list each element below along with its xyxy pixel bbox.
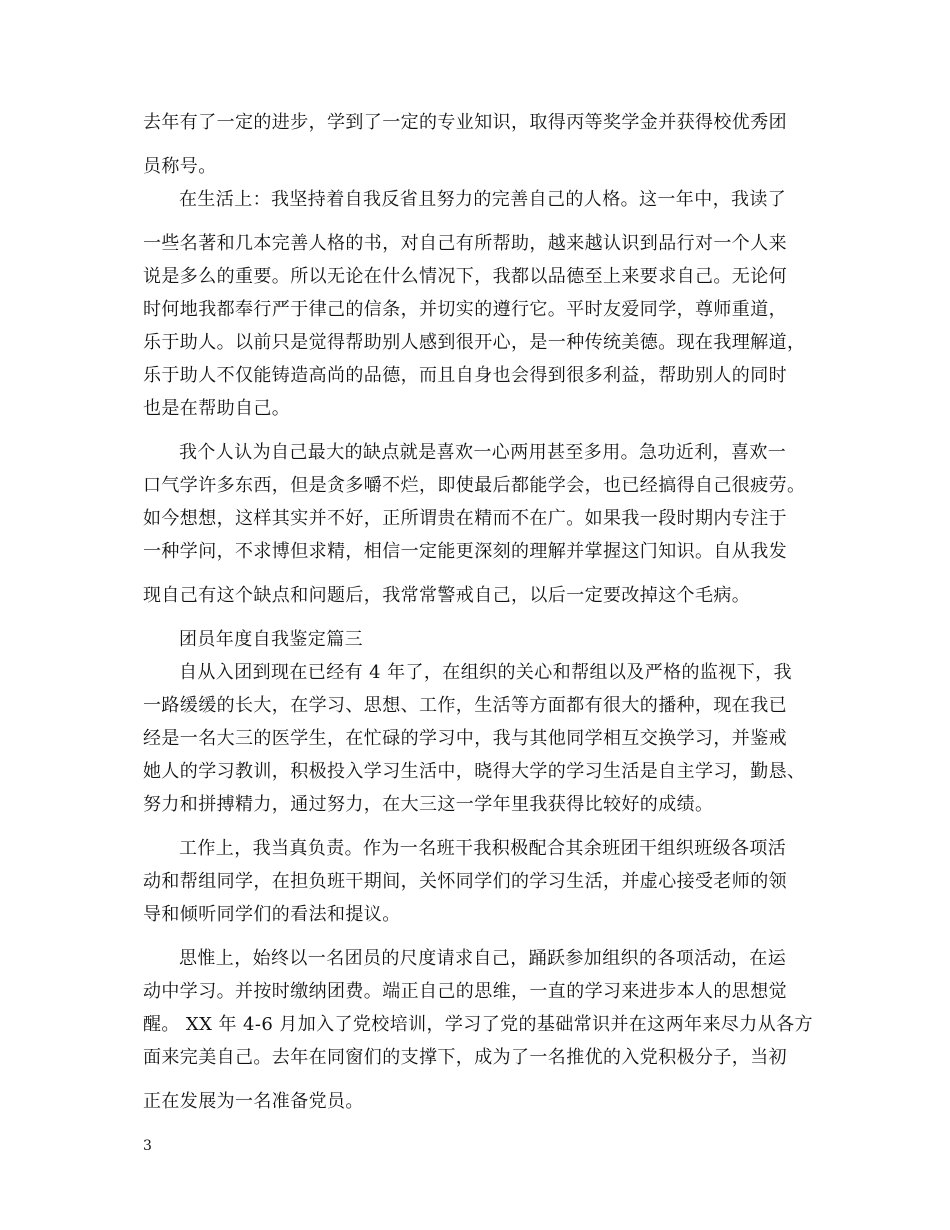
- text-line: 一路缓缓的长大，在学习、思想、工作，生活等方面都有很大的播种，现在我已: [143, 695, 787, 716]
- text-line: 如今想想，这样其实并不好，正所谓贵在精而不在广。如果我一段时期内专注于: [143, 508, 787, 529]
- text-line: 乐于助人不仅能铸造高尚的品德，而且自身也会得到很多利益，帮助别人的同时: [143, 365, 787, 386]
- paragraph-start-line: 在生活上：我坚持着自我反省且努力的完善自己的人格。这一年中，我读了: [179, 189, 787, 210]
- paragraph-start-line: 我个人认为自己最大的缺点就是喜欢一心两用甚至多用。急功近利，喜欢一: [179, 442, 787, 463]
- text-line: 动和帮组同学，在担负班干期间，关怀同学们的学习生活，并虚心接受老师的领: [143, 871, 787, 892]
- text-line: 员称号。: [143, 156, 217, 177]
- text-line: 去年有了一定的进步，学到了一定的专业知识，取得丙等奖学金并获得校优秀团: [143, 112, 787, 133]
- text-line: 努力和拼搏精力，通过努力，在大三这一学年里我获得比较好的成绩。: [143, 794, 714, 815]
- text-line: 正在发展为一名准备党员。: [143, 1091, 364, 1112]
- text-line: 时何地我都奉行严于律己的信条，并切实的遵行它。平时友爱同学，尊师重道，: [143, 299, 787, 320]
- text-line: 醒。 XX 年 4-6 月加入了党校培训，学习了党的基础常识并在这两年来尽力从各方: [143, 1014, 813, 1035]
- text-line: 也是在帮助自己。: [143, 398, 291, 419]
- text-line: 经是一名大三的医学生，在忙碌的学习中，我与其他同学相互交换学习，并鉴戒: [143, 728, 787, 749]
- text-line: 面来完美自己。去年在同窗们的支撑下，成为了一名推优的入党积极分子，当初: [143, 1047, 787, 1068]
- section-heading: 团员年度自我鉴定篇三: [179, 629, 363, 650]
- text-line: 现自己有这个缺点和问题后，我常常警戒自己，以后一定要改掉这个毛病。: [143, 585, 751, 606]
- text-line: 口气学许多东西，但是贪多嚼不烂，即使最后都能学会，也已经搞得自己很疲劳。: [143, 475, 806, 496]
- paragraph-start-line: 工作上，我当真负责。作为一名班干我积极配合其余班团干组织班级各项活: [179, 838, 787, 859]
- text-line: 她人的学习教训，积极投入学习生活中，晓得大学的学习生活是自主学习，勤恳、: [143, 761, 806, 782]
- text-line: 一些名著和几本完善人格的书，对自己有所帮助，越来越认识到品行对一个人来: [143, 233, 787, 254]
- paragraph-start-line: 思惟上，始终以一名团员的尺度请求自己，踊跃参加组织的各项活动，在运: [179, 948, 787, 969]
- text-line: 导和倾听同学们的看法和提议。: [143, 904, 401, 925]
- page-number: 3: [143, 1138, 152, 1154]
- text-line: 动中学习。并按时缴纳团费。端正自己的思维，一直的学习来进步本人的思想觉: [143, 981, 787, 1002]
- text-line: 一种学问，不求博但求精，相信一定能更深刻的理解并掌握这门知识。自从我发: [143, 541, 787, 562]
- text-line: 乐于助人。以前只是觉得帮助别人感到很开心，是一种传统美德。现在我理解道，: [143, 332, 806, 353]
- paragraph-start-line: 自从入团到现在已经有 4 年了，在组织的关心和帮组以及严格的监视下，我: [179, 662, 792, 683]
- text-line: 说是多么的重要。所以无论在什么情况下，我都以品德至上来要求自己。无论何: [143, 266, 787, 287]
